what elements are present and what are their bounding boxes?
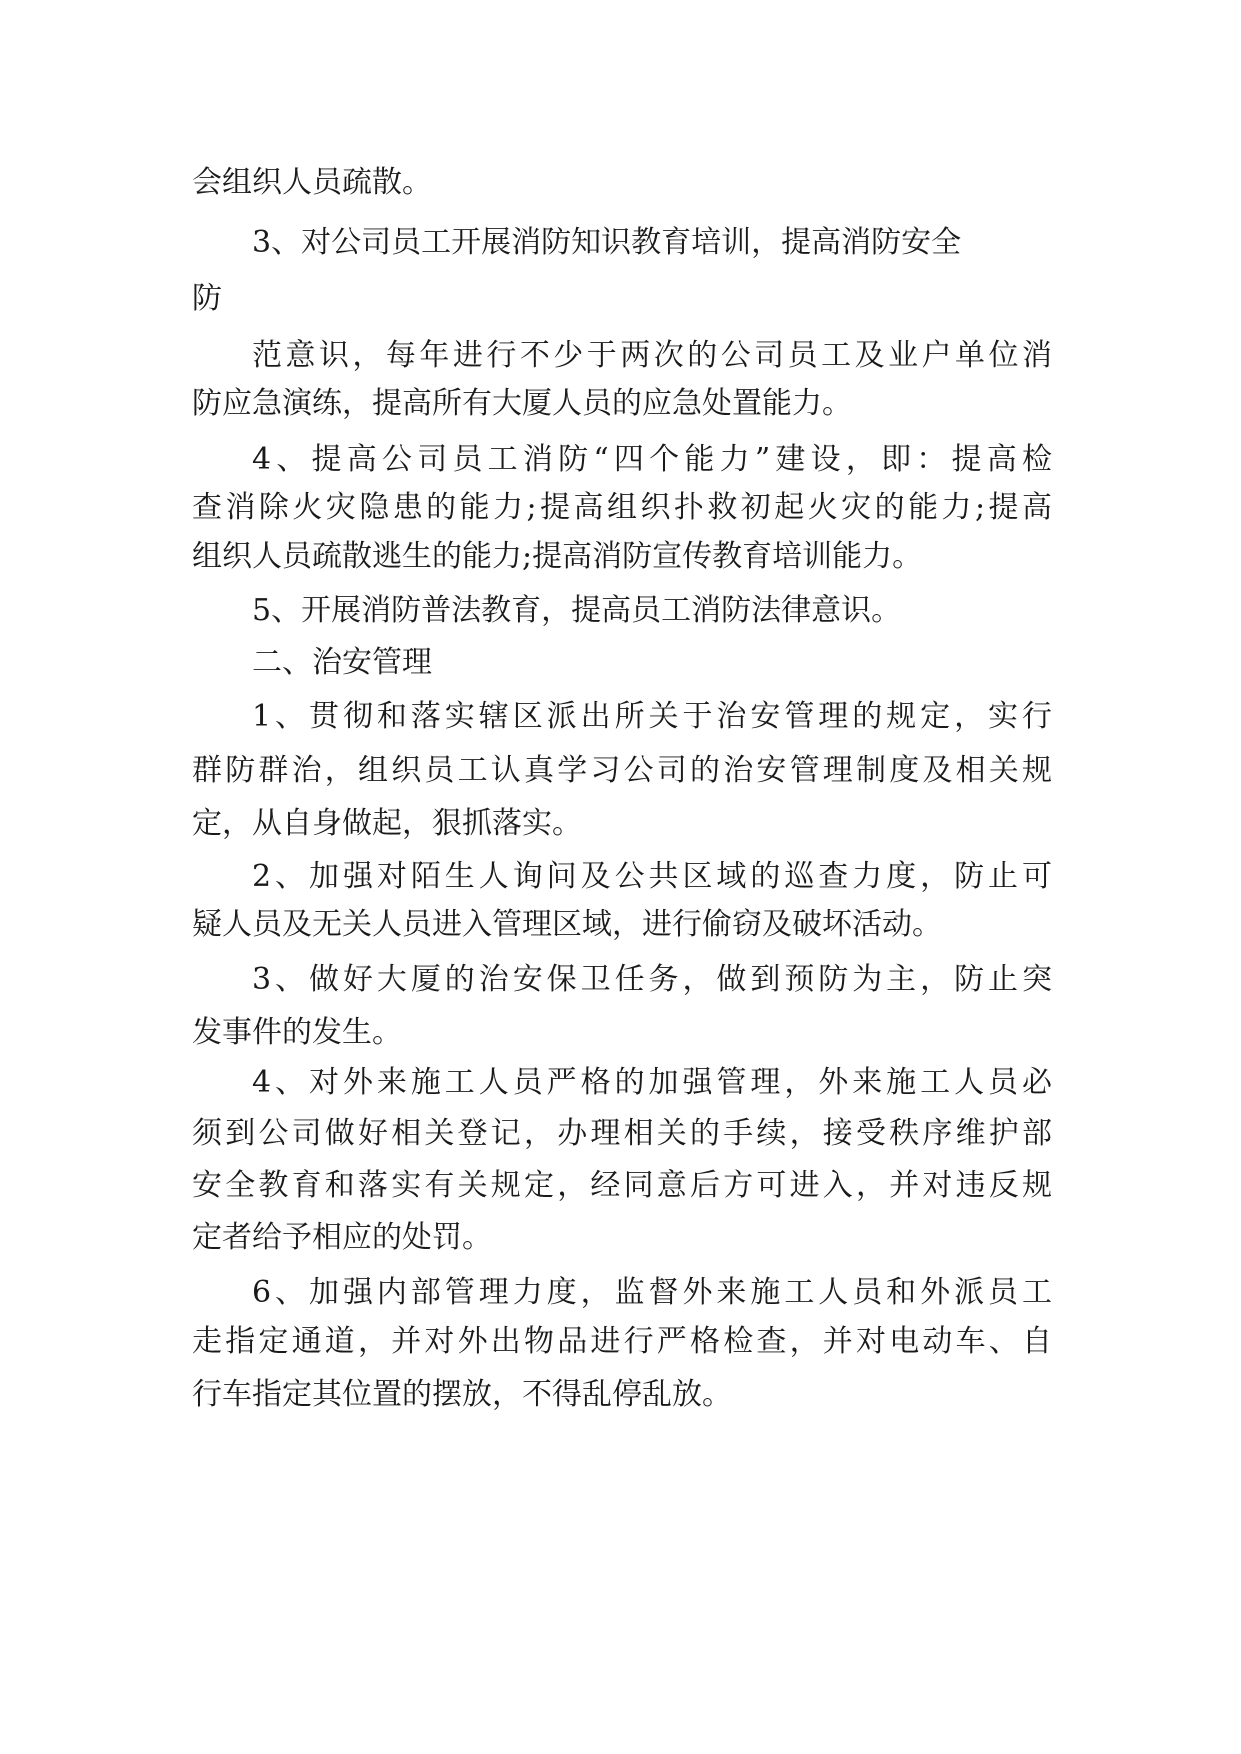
text-line: 范意识，每年进行不少于两次的公司员工及业户单位消 [252,338,1052,373]
text-line: 安全教育和落实有关规定，经同意后方可进入，并对违反规 [192,1168,1052,1203]
text-line: 群防群治，组织员工认真学习公司的治安管理制度及相关规 [192,753,1052,788]
text-line: 5、开展消防普法教育，提高员工消防法律意识。 [252,593,902,628]
text-line: 6、加强内部管理力度，监督外来施工人员和外派员工 [252,1275,1052,1310]
text-line: 3、做好大厦的治安保卫任务，做到预防为主，防止突 [252,962,1052,997]
text-line: 4、提高公司员工消防“四个能力”建设，即：提高检 [252,442,1052,477]
text-line: 查消除火灾隐患的能力;提高组织扑救初起火灾的能力;提高 [192,490,1052,525]
text-line: 防应急演练，提高所有大厦人员的应急处置能力。 [192,386,852,421]
section-heading: 二、治安管理 [252,645,432,680]
text-line: 防 [192,281,222,316]
text-line: 3、对公司员工开展消防知识教育培训，提高消防安全 [252,225,962,260]
text-line: 行车指定其位置的摆放，不得乱停乱放。 [192,1377,732,1412]
text-line: 疑人员及无关人员进入管理区域，进行偷窃及破坏活动。 [192,907,942,942]
text-line: 定者给予相应的处罚。 [192,1220,492,1255]
text-line: 走指定通道，并对外出物品进行严格检查，并对电动车、自 [192,1324,1052,1359]
text-line: 1、贯彻和落实辖区派出所关于治安管理的规定，实行 [252,699,1052,734]
text-line: 会组织人员疏散。 [192,165,432,200]
text-line: 发事件的发生。 [192,1015,402,1050]
text-line: 须到公司做好相关登记，办理相关的手续，接受秩序维护部 [192,1116,1052,1151]
text-line: 组织人员疏散逃生的能力;提高消防宣传教育培训能力。 [192,539,923,574]
text-line: 4、对外来施工人员严格的加强管理，外来施工人员必 [252,1065,1052,1100]
text-line: 定，从自身做起，狠抓落实。 [192,806,582,841]
text-line: 2、加强对陌生人询问及公共区域的巡查力度，防止可 [252,859,1052,894]
